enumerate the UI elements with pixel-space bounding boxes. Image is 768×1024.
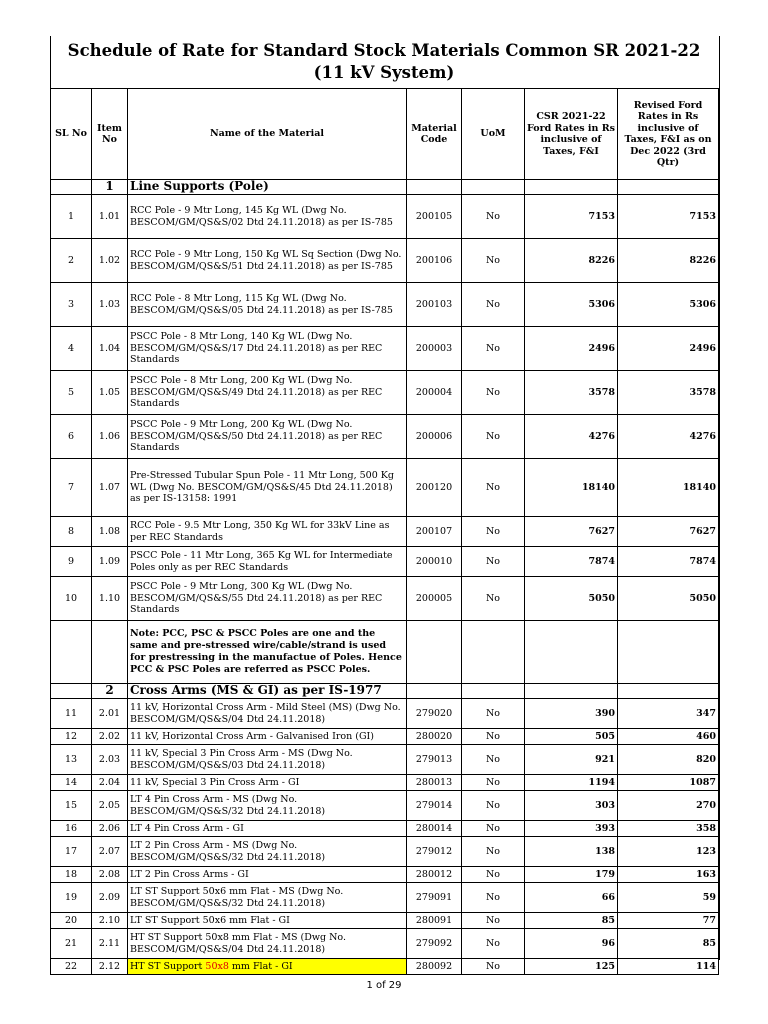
- name-cell: LT ST Support 50x6 mm Flat - GI: [128, 913, 407, 929]
- csr-cell: 125: [525, 959, 618, 975]
- revised-cell: 2496: [618, 327, 719, 371]
- item-cell: 1.10: [92, 577, 128, 621]
- csr-cell: 66: [525, 883, 618, 913]
- name-cell: PSCC Pole - 8 Mtr Long, 140 Kg WL (Dwg No. BESCOM/GM/QS&S/17 Dtd 24.11.2018) as per REC Standards: [128, 327, 407, 371]
- item-cell: 2.06: [92, 821, 128, 837]
- revised-cell: 7627: [618, 517, 719, 547]
- col-name: Name of the Material: [128, 89, 407, 180]
- table-row: [51, 239, 719, 283]
- sl-cell: 14: [51, 775, 92, 791]
- table-row: [51, 415, 719, 459]
- item-cell: 2.07: [92, 837, 128, 867]
- table-row: [51, 283, 719, 327]
- code-cell: 280092: [407, 959, 462, 975]
- item-cell: 2.10: [92, 913, 128, 929]
- revised-cell: 4276: [618, 415, 719, 459]
- name-cell: 11 kV, Horizontal Cross Arm - Galvanised Iron (GI): [128, 729, 407, 745]
- sl-cell: 19: [51, 883, 92, 913]
- code-cell: 279014: [407, 791, 462, 821]
- csr-cell: 8226: [525, 239, 618, 283]
- code-cell: 200106: [407, 239, 462, 283]
- code-cell: 200004: [407, 371, 462, 415]
- csr-cell: 4276: [525, 415, 618, 459]
- sl-cell: 3: [51, 283, 92, 327]
- code-cell: 279092: [407, 929, 462, 959]
- table-row: [51, 327, 719, 371]
- uom-cell: No: [462, 775, 525, 791]
- sl-cell: 10: [51, 577, 92, 621]
- item-cell: 1.08: [92, 517, 128, 547]
- uom-cell: No: [462, 867, 525, 883]
- table-row: [51, 547, 719, 577]
- note-row: [51, 621, 719, 684]
- code-cell: 200006: [407, 415, 462, 459]
- col-revised: Revised Ford Rates in Rs inclusive of Taxes, F&I as on Dec 2022 (3rd Qtr): [618, 89, 719, 180]
- table-row: [51, 959, 719, 975]
- revised-cell: 358: [618, 821, 719, 837]
- table-row: [51, 821, 719, 837]
- table-row: [51, 459, 719, 517]
- table-row: [51, 913, 719, 929]
- table-row: [51, 867, 719, 883]
- revised-cell: 59: [618, 883, 719, 913]
- table-row: [51, 195, 719, 239]
- name-cell: 11 kV, Special 3 Pin Cross Arm - MS (Dwg No. BESCOM/GM/QS&S/03 Dtd 24.11.2018): [128, 745, 407, 775]
- table-row: [51, 929, 719, 959]
- revised-cell: 8226: [618, 239, 719, 283]
- table-row: [51, 371, 719, 415]
- revised-cell: 85: [618, 929, 719, 959]
- revised-cell: 820: [618, 745, 719, 775]
- name-cell: PSCC Pole - 9 Mtr Long, 300 Kg WL (Dwg No. BESCOM/GM/QS&S/55 Dtd 24.11.2018) as per REC Standards: [128, 577, 407, 621]
- table-row: [51, 577, 719, 621]
- code-cell: 280012: [407, 867, 462, 883]
- code-cell: 280020: [407, 729, 462, 745]
- uom-cell: No: [462, 195, 525, 239]
- item-cell: 1.02: [92, 239, 128, 283]
- csr-cell: 393: [525, 821, 618, 837]
- csr-cell: 505: [525, 729, 618, 745]
- item-cell: 1.05: [92, 371, 128, 415]
- name-cell: 11 kV, Horizontal Cross Arm - Mild Steel (MS) (Dwg No. BESCOM/GM/QS&S/04 Dtd 24.11.2018): [128, 699, 407, 729]
- note-text: Note: PCC, PSC & PSCC Poles are one and the same and pre-stressed wire/cable/strand is used for prestressing in the manufactue of Poles. Hence PCC & PSC Poles are referred as PSCC Poles.: [128, 621, 407, 684]
- table-row: [51, 517, 719, 547]
- item-cell: 1.07: [92, 459, 128, 517]
- csr-cell: 7153: [525, 195, 618, 239]
- name-cell: RCC Pole - 9 Mtr Long, 150 Kg WL Sq Section (Dwg No. BESCOM/GM/QS&S/51 Dtd 24.11.2018) as per IS-785: [128, 239, 407, 283]
- item-cell: 2.09: [92, 883, 128, 913]
- name-cell: Pre-Stressed Tubular Spun Pole - 11 Mtr Long, 500 Kg WL (Dwg No. BESCOM/GM/QS&S/45 Dtd 24.11.2018) as per IS-13158: 1991: [128, 459, 407, 517]
- name-cell: PSCC Pole - 9 Mtr Long, 200 Kg WL (Dwg No. BESCOM/GM/QS&S/50 Dtd 24.11.2018) as per REC Standards: [128, 415, 407, 459]
- uom-cell: No: [462, 729, 525, 745]
- sl-cell: 18: [51, 867, 92, 883]
- page-number: 1 of 29: [366, 980, 402, 991]
- rate-table: [50, 88, 719, 975]
- csr-cell: 179: [525, 867, 618, 883]
- uom-cell: No: [462, 547, 525, 577]
- uom-cell: No: [462, 929, 525, 959]
- name-cell: RCC Pole - 9.5 Mtr Long, 350 Kg WL for 33kV Line as per REC Standards: [128, 517, 407, 547]
- name-cell: LT 2 Pin Cross Arms - GI: [128, 867, 407, 883]
- csr-cell: 7627: [525, 517, 618, 547]
- revised-cell: 270: [618, 791, 719, 821]
- uom-cell: No: [462, 415, 525, 459]
- table-row: [51, 699, 719, 729]
- item-cell: 2.04: [92, 775, 128, 791]
- name-cell: LT 2 Pin Cross Arm - MS (Dwg No. BESCOM/GM/QS&S/32 Dtd 24.11.2018): [128, 837, 407, 867]
- sl-cell: 5: [51, 371, 92, 415]
- revised-cell: 77: [618, 913, 719, 929]
- sl-cell: 20: [51, 913, 92, 929]
- uom-cell: No: [462, 517, 525, 547]
- code-cell: 280013: [407, 775, 462, 791]
- code-cell: 279091: [407, 883, 462, 913]
- revised-cell: 5306: [618, 283, 719, 327]
- item-cell: 2.05: [92, 791, 128, 821]
- item-cell: 1.03: [92, 283, 128, 327]
- name-part: 50x8: [205, 960, 229, 972]
- sl-cell: 21: [51, 929, 92, 959]
- uom-cell: No: [462, 327, 525, 371]
- csr-cell: 7874: [525, 547, 618, 577]
- revised-cell: 114: [618, 959, 719, 975]
- uom-cell: No: [462, 577, 525, 621]
- table-row: [51, 775, 719, 791]
- name-cell: PSCC Pole - 8 Mtr Long, 200 Kg WL (Dwg No. BESCOM/GM/QS&S/49 Dtd 24.11.2018) as per REC Standards: [128, 371, 407, 415]
- sl-cell: 12: [51, 729, 92, 745]
- code-cell: 200003: [407, 327, 462, 371]
- section-number: 2: [92, 684, 128, 699]
- name-cell: LT 4 Pin Cross Arm - MS (Dwg No. BESCOM/GM/QS&S/32 Dtd 24.11.2018): [128, 791, 407, 821]
- csr-cell: 85: [525, 913, 618, 929]
- revised-cell: 7153: [618, 195, 719, 239]
- sl-cell: 8: [51, 517, 92, 547]
- csr-cell: 390: [525, 699, 618, 729]
- code-cell: 280014: [407, 821, 462, 837]
- item-cell: 2.12: [92, 959, 128, 975]
- code-cell: 200120: [407, 459, 462, 517]
- csr-cell: 138: [525, 837, 618, 867]
- csr-cell: 2496: [525, 327, 618, 371]
- code-cell: 200107: [407, 517, 462, 547]
- uom-cell: No: [462, 239, 525, 283]
- code-cell: 200105: [407, 195, 462, 239]
- csr-cell: 5306: [525, 283, 618, 327]
- name-cell: LT ST Support 50x6 mm Flat - MS (Dwg No. BESCOM/GM/QS&S/32 Dtd 24.11.2018): [128, 883, 407, 913]
- uom-cell: No: [462, 791, 525, 821]
- sl-cell: 16: [51, 821, 92, 837]
- csr-cell: 303: [525, 791, 618, 821]
- uom-cell: No: [462, 371, 525, 415]
- section-row: [51, 684, 719, 699]
- csr-cell: 921: [525, 745, 618, 775]
- revised-cell: 3578: [618, 371, 719, 415]
- revised-cell: 1087: [618, 775, 719, 791]
- code-cell: 200010: [407, 547, 462, 577]
- name-part: HT ST Support: [130, 960, 206, 972]
- revised-cell: 347: [618, 699, 719, 729]
- sl-cell: 7: [51, 459, 92, 517]
- csr-cell: 1194: [525, 775, 618, 791]
- table-row: [51, 791, 719, 821]
- table-row: [51, 745, 719, 775]
- code-cell: 279020: [407, 699, 462, 729]
- section-row: [51, 180, 719, 195]
- item-cell: 2.11: [92, 929, 128, 959]
- sl-cell: 2: [51, 239, 92, 283]
- uom-cell: No: [462, 745, 525, 775]
- csr-cell: 5050: [525, 577, 618, 621]
- item-cell: 1.09: [92, 547, 128, 577]
- sl-cell: 17: [51, 837, 92, 867]
- sl-cell: 15: [51, 791, 92, 821]
- csr-cell: 18140: [525, 459, 618, 517]
- revised-cell: 460: [618, 729, 719, 745]
- item-cell: 2.01: [92, 699, 128, 729]
- uom-cell: No: [462, 883, 525, 913]
- name-cell: RCC Pole - 9 Mtr Long, 145 Kg WL (Dwg No. BESCOM/GM/QS&S/02 Dtd 24.11.2018) as per IS-785: [128, 195, 407, 239]
- section-number: 1: [92, 180, 128, 195]
- uom-cell: No: [462, 699, 525, 729]
- name-cell: RCC Pole - 8 Mtr Long, 115 Kg WL (Dwg No. BESCOM/GM/QS&S/05 Dtd 24.11.2018) as per IS-785: [128, 283, 407, 327]
- name-cell: [128, 959, 407, 975]
- sl-cell: 22: [51, 959, 92, 975]
- csr-cell: 96: [525, 929, 618, 959]
- item-cell: 2.03: [92, 745, 128, 775]
- section-label: Line Supports (Pole): [128, 180, 407, 195]
- csr-cell: 3578: [525, 371, 618, 415]
- sl-cell: 13: [51, 745, 92, 775]
- page-title: Schedule of Rate for Standard Stock Materials Common SR 2021-22 (11 kV System): [67, 41, 701, 82]
- col-code: Material Code: [407, 89, 462, 180]
- sl-cell: 9: [51, 547, 92, 577]
- revised-cell: 123: [618, 837, 719, 867]
- uom-cell: No: [462, 959, 525, 975]
- uom-cell: No: [462, 821, 525, 837]
- section-label: Cross Arms (MS & GI) as per IS-1977: [128, 684, 407, 699]
- revised-cell: 5050: [618, 577, 719, 621]
- name-cell: 11 kV, Special 3 Pin Cross Arm - GI: [128, 775, 407, 791]
- table-row: [51, 837, 719, 867]
- uom-cell: No: [462, 913, 525, 929]
- col-item-no: Item No: [92, 89, 128, 180]
- code-cell: 280091: [407, 913, 462, 929]
- code-cell: 279013: [407, 745, 462, 775]
- sl-cell: 11: [51, 699, 92, 729]
- table-row: [51, 883, 719, 913]
- col-csr: CSR 2021-22 Ford Rates in Rs inclusive of Taxes, F&I: [525, 89, 618, 180]
- name-cell: HT ST Support 50x8 mm Flat - MS (Dwg No. BESCOM/GM/QS&S/04 Dtd 24.11.2018): [128, 929, 407, 959]
- sl-cell: 6: [51, 415, 92, 459]
- revised-cell: 18140: [618, 459, 719, 517]
- name-part: mm Flat - GI: [228, 960, 293, 972]
- uom-cell: No: [462, 283, 525, 327]
- uom-cell: No: [462, 459, 525, 517]
- sl-cell: 4: [51, 327, 92, 371]
- revised-cell: 7874: [618, 547, 719, 577]
- name-cell: PSCC Pole - 11 Mtr Long, 365 Kg WL for Intermediate Poles only as per REC Standards: [128, 547, 407, 577]
- col-sl-no: SL No: [51, 89, 92, 180]
- item-cell: 1.04: [92, 327, 128, 371]
- col-uom: UoM: [462, 89, 525, 180]
- name-cell: LT 4 Pin Cross Arm - GI: [128, 821, 407, 837]
- code-cell: 279012: [407, 837, 462, 867]
- sl-cell: 1: [51, 195, 92, 239]
- item-cell: 1.01: [92, 195, 128, 239]
- code-cell: 200103: [407, 283, 462, 327]
- table-header-row: [51, 89, 719, 180]
- code-cell: 200005: [407, 577, 462, 621]
- uom-cell: No: [462, 837, 525, 867]
- revised-cell: 163: [618, 867, 719, 883]
- item-cell: 2.08: [92, 867, 128, 883]
- item-cell: 1.06: [92, 415, 128, 459]
- item-cell: 2.02: [92, 729, 128, 745]
- table-row: [51, 729, 719, 745]
